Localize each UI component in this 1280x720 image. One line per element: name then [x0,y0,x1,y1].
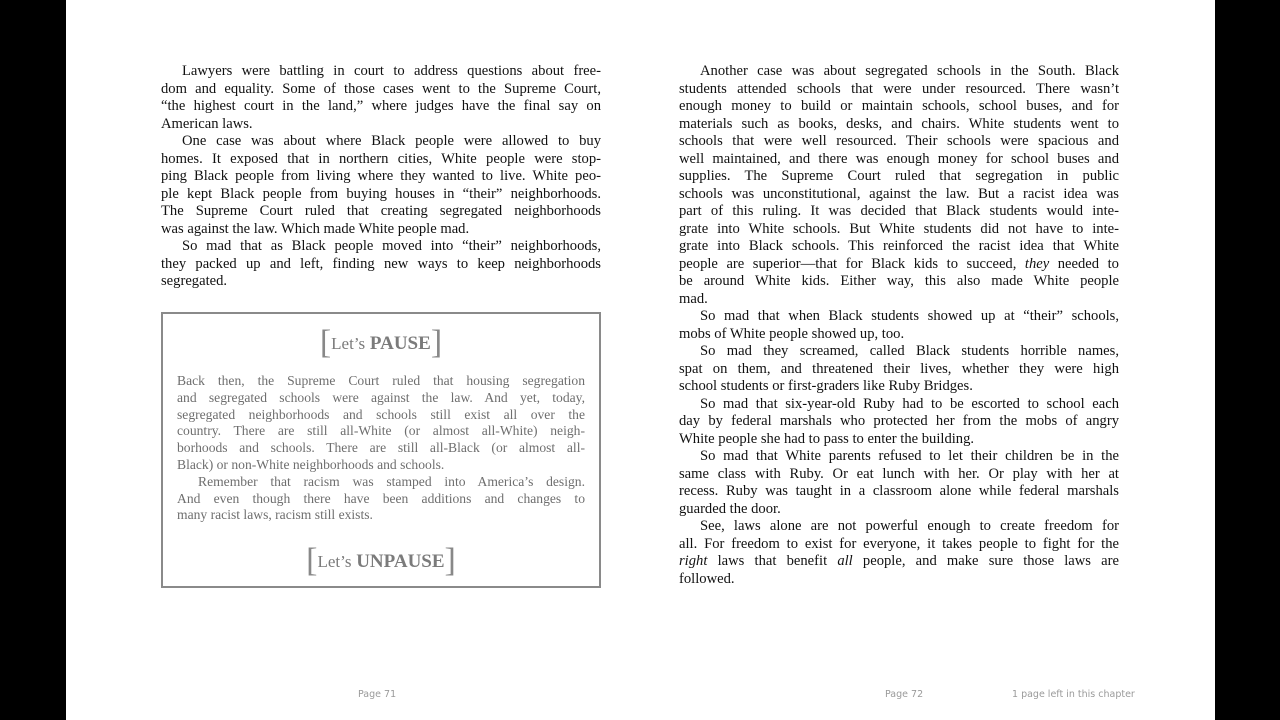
text-line: mad. [679,290,708,307]
lets-pause-heading: [Let’s PAUSE] [319,324,443,361]
text-line: homes. It exposed that in northern cities, White people were stop- [161,150,601,167]
unpause-prefix: Let’s [317,552,352,571]
text-line: White people she had to pass to enter the building. [679,430,975,447]
text-line: followed. [679,570,735,587]
text-line: and segregated schools were against the law. And yet, today, [177,389,585,405]
text-line: all. For freedom to exist for everyone, it takes people to fight for the [679,535,1119,552]
text-line: ple kept Black people from buying houses in “their” neighborhoods. [161,185,601,202]
text-line: recess. Ruby was taught in a classroom alone while federal marshals [679,483,1119,499]
text-line: Remember that racism was stamped into America’s design. [198,473,585,489]
pause-word: PAUSE [369,333,431,354]
text-line: grate into Black schools. This reinforced the racist idea that White [679,238,1119,254]
text-line: So mad they screamed, called Black students horrible names, [700,343,1119,359]
text-line: school students or first-graders like Ruby Bridges. [679,378,973,394]
text-line: segregated. [161,273,228,289]
box-text [177,373,585,524]
right-page [640,0,1215,720]
text-line: segregated neighborhoods and schools still exist all over the [177,406,585,422]
text-line: Another case was about segregated schools in the South. Black [700,63,1119,79]
text-line: spat on them, and threatened their lives, whether they were high [679,360,1119,377]
text-line: So mad that White parents refused to let their children be in the [700,448,1119,464]
left-page-text [161,63,601,291]
text-line: Back then, the Supreme Court ruled that housing segregation [177,373,585,388]
chapter-pages-left: 1 page left in this chapter [1012,689,1135,700]
text-line: One case was about where Black people were allowed to buy [182,133,601,149]
text-line: same class with Ruby. Or eat lunch with her. Or play with her at [679,465,1119,482]
text-line: Black) or non-White neighborhoods and schools. [177,456,445,472]
text-line: So mad that six-year-old Ruby had to be escorted to school each [700,395,1119,412]
text-line: grate into White schools. But White students did not have to inte- [679,220,1119,237]
text-line: mobs of White people showed up, too. [679,325,905,342]
text-line: many racist laws, racism still exists. [177,507,373,523]
text-line: See, laws alone are not powerful enough to create freedom for [700,518,1119,534]
text-line: supplies. The Supreme Court ruled that segregation in public [679,168,1119,184]
page-number-left: Page 71 [358,689,397,700]
text-line: people are superior—that for Black kids to succeed, they needed to [679,255,1119,272]
text-line: schools was unconstitutional, against the law. But a racist idea was [679,185,1119,202]
text-line: guarded the door. [679,500,781,517]
text-line: materials such as books, desks, and chairs. White students went to [679,115,1119,132]
text-line: students attended schools that were under resourced. There wasn’t [679,80,1119,97]
text-line: country. There are still all-White (or almost all-White) neigh- [177,423,585,439]
text-line: day by federal marshals who protected her from the mobs of angry [679,413,1119,429]
text-line: was against the law. Which made White people mad. [161,220,470,237]
text-line: be around White kids. Either way, this also made White people [679,273,1119,289]
text-line: The Supreme Court ruled that creating segregated neighborhoods [161,203,601,219]
page-number-right: Page 72 [885,689,924,700]
text-line: they packed up and left, finding new ways to keep neighborhoods [161,255,601,272]
lets-pause-box [161,312,601,588]
text-line: So mad that when Black students showed up at “their” schools, [700,308,1119,324]
text-line: So mad that as Black people moved into “their” neighborhoods, [182,238,601,254]
text-line: And even though there have been additions and changes to [177,490,585,506]
text-line: enough money to build or maintain schools, school buses, and for [679,98,1119,114]
unpause-word: UNPAUSE [356,551,445,572]
text-line: ping Black people from living where they wanted to live. White peo- [161,168,601,184]
lets-unpause-heading: [Let’s UNPAUSE] [306,542,456,579]
text-line: schools that were well resourced. Their schools were spacious and [679,133,1119,149]
left-page [66,0,640,720]
text-line: “the highest court in the land,” where judges have the final say on [161,98,601,114]
text-line: part of this ruling. It was decided that Black students would inte- [679,203,1119,219]
right-page-text [679,63,1119,588]
pause-prefix: Let’s [331,334,366,353]
text-line: right laws that benefit all people, and make sure those laws are [679,553,1119,569]
text-line: Lawyers were battling in court to address questions about free- [182,63,601,79]
text-line: dom and equality. Some of those cases went to the Supreme Court, [161,80,601,97]
text-line: well maintained, and there was enough money for school buses and [679,150,1119,167]
text-line: borhoods and schools. There are still all-Black (or almost all- [177,440,585,456]
text-line: American laws. [161,115,253,132]
